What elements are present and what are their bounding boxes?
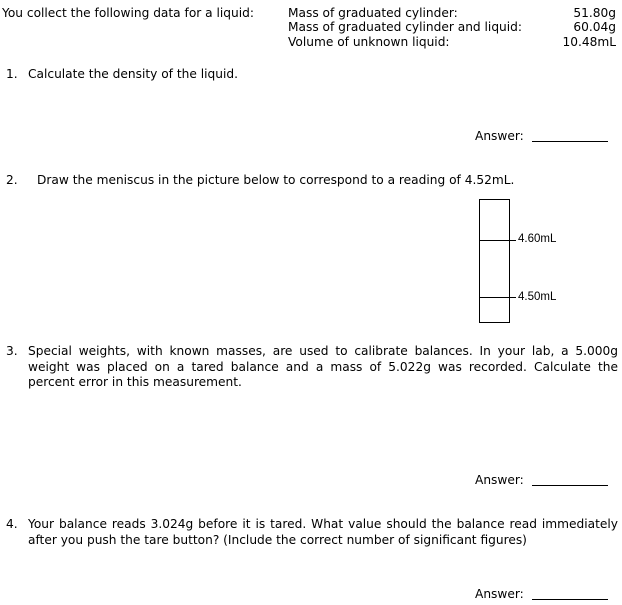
data-value-liquid-volume: 10.48mL [562,35,616,49]
answer-3-label: Answer: [475,473,524,487]
data-label-cylinder-mass: Mass of graduated cylinder: [288,6,458,20]
data-label-cylinder-liquid-mass: Mass of graduated cylinder and liquid: [288,20,523,34]
answer-1-label: Answer: [475,129,524,143]
tick-upper [510,240,516,241]
cylinder-upper-label: 4.60mL [518,233,557,245]
question-4-number: 4. [6,517,18,531]
question-4-text: Your balance reads 3.024g before it is tared. What value should the balance read immediately after you push the tare button? (Include the correct number of significant figures) [28,517,618,547]
question-3-text: Special weights, with known masses, are used to calibrate balances. In your lab, a 5.000g weight was placed on a tared balance and a mass of 5.022g was recorded. Calculate the percent error in this measurement. [28,344,618,389]
question-2-text: Draw the meniscus in the picture below to correspond to a reading of 4.52mL. [37,173,515,187]
graduated-cylinder [479,199,510,323]
answer-4-label: Answer: [475,587,524,601]
cylinder-lower-label: 4.50mL [518,291,557,303]
cylinder-line-upper [479,240,510,241]
cylinder-line-lower [479,297,510,298]
data-value-cylinder-liquid-mass: 60.04g [573,20,616,34]
question-3-number: 3. [6,344,18,358]
data-value-cylinder-mass: 51.80g [573,6,616,20]
intro-lead: You collect the following data for a liquid: [2,6,254,20]
question-1-number: 1. [6,67,18,81]
answer-4-blank[interactable] [532,599,608,600]
question-2-number: 2. [6,173,18,187]
data-label-liquid-volume: Volume of unknown liquid: [288,35,450,49]
tick-lower [510,297,516,298]
question-1-text: Calculate the density of the liquid. [28,67,238,81]
answer-1-blank[interactable] [532,141,608,142]
answer-3-blank[interactable] [532,485,608,486]
